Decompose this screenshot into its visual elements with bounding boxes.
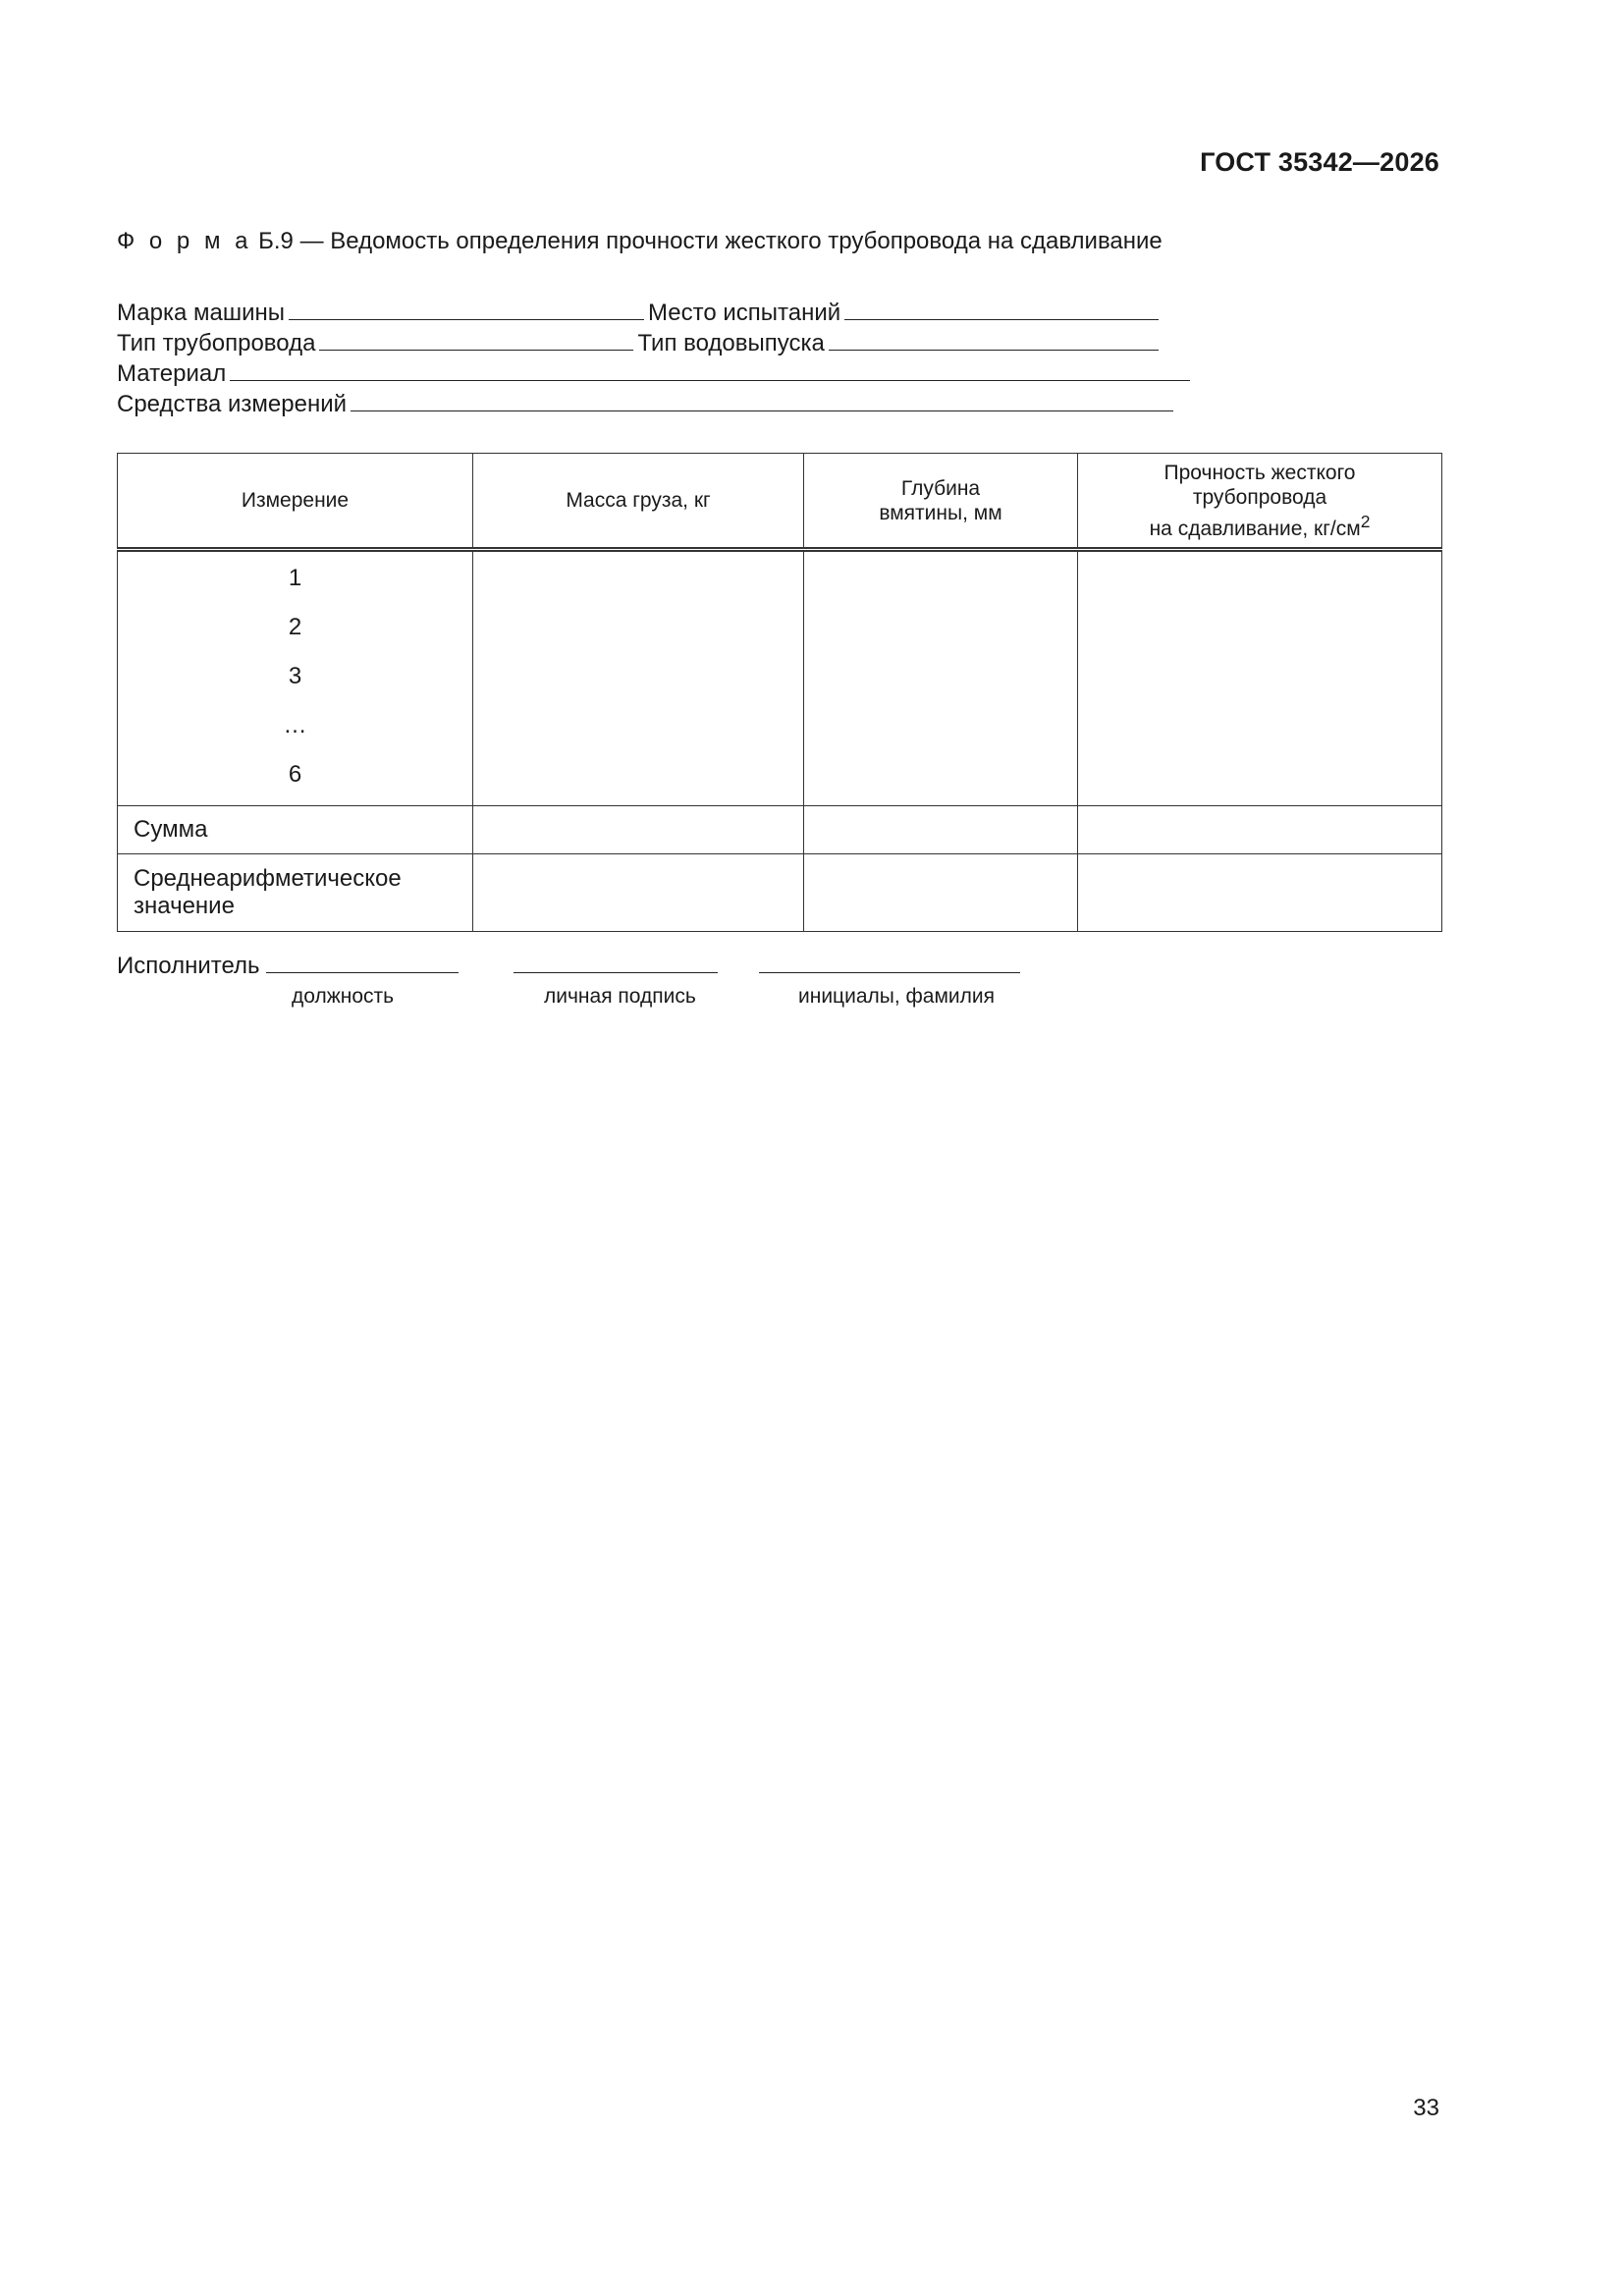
measurement-numbers-cell — [118, 550, 473, 806]
outlet-type-label: Тип водовыпуска — [637, 330, 825, 356]
sum-label: Сумма — [118, 806, 473, 854]
test-place-label: Место испытаний — [648, 300, 841, 326]
executor-name-blank[interactable] — [759, 951, 1020, 973]
executor-signature-blank[interactable] — [514, 951, 718, 973]
measuring-tools-blank[interactable] — [351, 389, 1173, 411]
pipeline-type-blank[interactable] — [319, 328, 633, 351]
form-title-text: Б.9 — Ведомость определения прочности жесткого трубопровода на сдавливание — [258, 228, 1163, 254]
position-caption: должность — [292, 985, 395, 1008]
signature-caption: личная подпись — [544, 985, 696, 1008]
measurement-number: 3 — [288, 663, 302, 689]
field-line-machine — [117, 298, 1194, 328]
machine-brand-blank[interactable] — [289, 298, 644, 320]
measurement-number: 2 — [288, 614, 302, 640]
executor-captions — [117, 985, 1099, 1014]
form-fields — [117, 298, 1194, 419]
average-label: Среднеарифметическое значение — [118, 854, 473, 932]
col-strength: Прочность жесткого трубопровода на сдавливание, $кг/см^2$ — [1078, 454, 1442, 550]
avg-dent-depth-cell[interactable] — [804, 854, 1078, 932]
table-header-row — [118, 454, 1442, 550]
table-row-average — [118, 854, 1442, 932]
document-standard-id: ГОСТ 35342—2026 — [1200, 147, 1439, 177]
col-load-mass: Масса груза, кг — [473, 454, 804, 550]
material-blank[interactable] — [230, 358, 1190, 381]
dent-depth-cell[interactable] — [804, 550, 1078, 806]
strength-table — [117, 453, 1442, 932]
field-line-pipeline — [117, 328, 1194, 358]
measuring-tools-label: Средства измерений — [117, 391, 348, 417]
form-prefix: Ф о р м а — [117, 228, 252, 254]
sum-strength-cell[interactable] — [1078, 806, 1442, 854]
sum-dent-depth-cell[interactable] — [804, 806, 1078, 854]
avg-load-mass-cell[interactable] — [473, 854, 804, 932]
machine-brand-label: Марка машины — [117, 300, 286, 326]
field-line-tools — [117, 389, 1194, 419]
material-label: Материал — [117, 360, 227, 387]
field-line-material — [117, 358, 1194, 389]
table-row-sum — [118, 806, 1442, 854]
avg-strength-cell[interactable] — [1078, 854, 1442, 932]
table-row-measurements — [118, 550, 1442, 806]
col-measurement: Измерение — [118, 454, 473, 550]
load-mass-cell[interactable] — [473, 550, 804, 806]
test-place-blank[interactable] — [844, 298, 1159, 320]
col-dent-depth: Глубина вмятины, мм — [804, 454, 1078, 550]
measurement-number: 1 — [288, 565, 302, 591]
form-title — [117, 228, 1163, 255]
executor-line — [117, 951, 1024, 980]
outlet-type-blank[interactable] — [829, 328, 1159, 351]
pipeline-type-label: Тип трубопровода — [117, 330, 316, 356]
executor-label: Исполнитель — [117, 953, 260, 979]
sum-load-mass-cell[interactable] — [473, 806, 804, 854]
executor-position-blank[interactable] — [266, 951, 459, 973]
name-caption: инициалы, фамилия — [798, 985, 995, 1008]
measurement-number: … — [283, 712, 307, 738]
strength-cell[interactable] — [1078, 550, 1442, 806]
page-number: 33 — [1413, 2095, 1439, 2121]
measurement-number: 6 — [288, 761, 302, 788]
